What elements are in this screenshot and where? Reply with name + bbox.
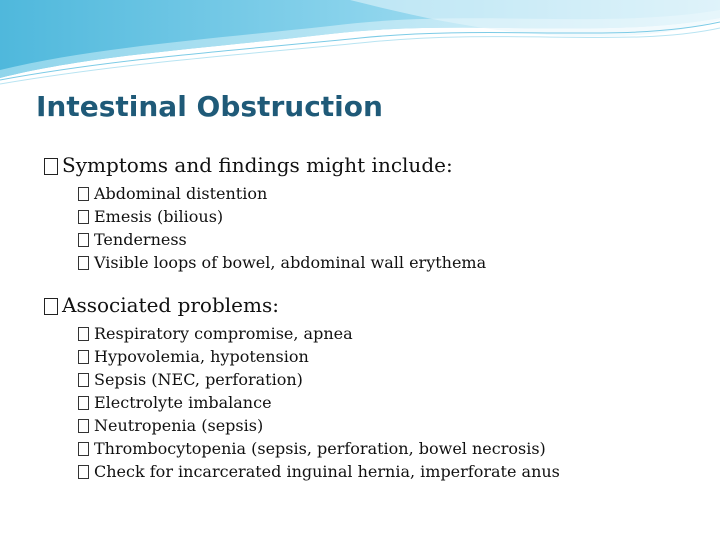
hollow-square-icon — [78, 187, 89, 201]
list-item — [78, 391, 560, 414]
section-heading-row — [44, 292, 560, 318]
list-item-text: Thrombocytopenia (sepsis, perforation, bowel necrosis) — [94, 439, 546, 458]
list-item-text: Respiratory compromise, apnea — [94, 324, 353, 343]
list-item — [78, 345, 560, 368]
list-item-text: Neutropenia (sepsis) — [94, 416, 264, 435]
header-wave-decoration — [0, 0, 720, 90]
list-item — [78, 414, 560, 437]
list-item-text: Emesis (bilious) — [94, 207, 224, 226]
list-item-text: Abdominal distention — [94, 184, 268, 203]
list-item — [78, 251, 486, 274]
list-item — [78, 460, 560, 483]
section-heading-row — [44, 152, 486, 178]
list-item — [78, 368, 560, 391]
hollow-square-icon — [78, 350, 89, 364]
hollow-square-icon — [78, 465, 89, 479]
list-item-text: Check for incarcerated inguinal hernia, imperforate anus — [94, 462, 560, 481]
hollow-square-icon — [78, 210, 89, 224]
list-item — [78, 322, 560, 345]
list-item — [78, 437, 560, 460]
hollow-square-icon — [78, 233, 89, 247]
list-item-text: Tenderness — [94, 230, 187, 249]
list-item-text: Sepsis (NEC, perforation) — [94, 370, 303, 389]
symptoms-list — [78, 182, 486, 274]
section-heading: Associated problems: — [62, 293, 279, 317]
hollow-square-icon — [78, 419, 89, 433]
hollow-square-icon — [78, 373, 89, 387]
list-item — [78, 205, 486, 228]
slide-title: Intestinal Obstruction — [36, 90, 383, 123]
hollow-square-icon — [78, 396, 89, 410]
hollow-square-icon — [78, 256, 89, 270]
hollow-square-icon — [44, 158, 58, 175]
hollow-square-icon — [78, 442, 89, 456]
section-heading: Symptoms and findings might include: — [62, 153, 453, 177]
hollow-square-icon — [78, 327, 89, 341]
associated-problems-list — [78, 322, 560, 483]
list-item-text: Visible loops of bowel, abdominal wall erythema — [94, 253, 487, 272]
symptoms-section — [44, 152, 486, 274]
list-item — [78, 182, 486, 205]
list-item — [78, 228, 486, 251]
associated-problems-section — [44, 292, 560, 483]
hollow-square-icon — [44, 298, 58, 315]
list-item-text: Hypovolemia, hypotension — [94, 347, 309, 366]
list-item-text: Electrolyte imbalance — [94, 393, 272, 412]
